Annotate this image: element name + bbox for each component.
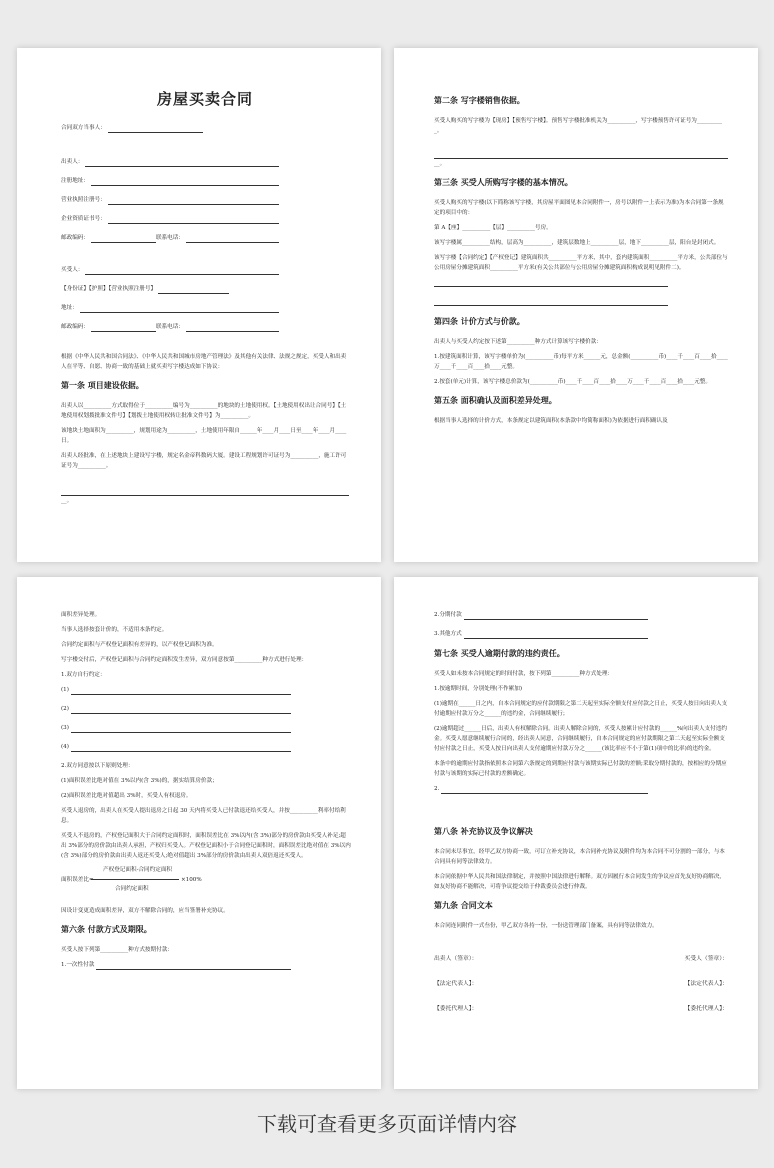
postal-row-2	[61, 322, 349, 332]
page3-p8: (2)面积误差比绝对值超出 3%时，买受人有权退房。	[61, 793, 192, 799]
item-row-1	[61, 685, 351, 695]
blank-line	[464, 638, 648, 639]
page4-p3: 买受人如未按本合同规定的时间付款，按下列第__________种方式处理：	[434, 671, 614, 677]
article-3-heading: 第三条 买受人所购写字楼的基本情况。	[434, 178, 573, 187]
article-4-p1: 出卖人与买受人约定按下述第__________种方式计算该写字楼价款：	[434, 339, 602, 345]
page3-p2: 当事人选择按套计价的，不适用本条约定。	[61, 627, 168, 633]
blank-line	[158, 293, 229, 294]
article-3-p4: 该写字楼【合同约定】【产权登记】建筑面积共__________平方米，其中，套内建筑面积__________平方米，公共部位与公用房屋分摊建筑面积__________平方米(有关公共部位与公用房屋分摊建筑面积构成说明见附件二)。	[434, 255, 728, 271]
blank-line	[91, 185, 279, 186]
seller-row	[61, 157, 349, 167]
document-page-2	[394, 48, 758, 562]
blank-line	[108, 223, 279, 224]
article-3-p2: 第 A【座】__________【层】__________号房。	[434, 225, 552, 231]
license-row	[61, 195, 349, 205]
blank-line	[186, 331, 279, 332]
page4-p5: (1)逾期在______日之内，自本合同规定的应付款期限之第二天起至实际全额支付应付款之日止，买受人按日向出卖人支付逾期应付款万分之______的违约金，合同继续履行；	[434, 701, 728, 717]
item-row-4	[61, 742, 351, 752]
blank-line	[85, 166, 279, 167]
one-time-pay-label: 1.一次性付款	[61, 962, 95, 968]
blank-line	[434, 297, 668, 306]
article-1-end: __。	[61, 498, 73, 504]
formula-label: 面积误差比=	[61, 877, 94, 883]
other-method-row	[434, 629, 728, 639]
blank-line	[434, 278, 668, 287]
postal-label: 邮政编码：	[61, 235, 89, 241]
seller-label: 出卖人：	[61, 159, 84, 165]
article-6-heading: 第六条 付款方式及期限。	[61, 925, 152, 934]
item-2-row	[434, 784, 728, 794]
item-label: (1)	[61, 687, 69, 693]
parties-label: 合同双方当事人：	[61, 125, 106, 131]
intro-paragraph: 根据《中华人民共和国合同法》、《中华人民共和国城市房地产管理法》及其他有关法律、法规之规定，买受人和出卖人在平等、自愿、协商一致的基础上就买卖写字楼达成如下协议：	[61, 354, 347, 370]
parties-row	[61, 123, 349, 133]
blank-line	[108, 204, 279, 205]
buyer-agent-label: 【委托代理人】：	[684, 1006, 728, 1012]
reg-addr-label: 注册地址：	[61, 178, 89, 184]
seller-signature-label: 出卖人（签章）：	[434, 956, 478, 962]
postal-row	[61, 233, 349, 243]
blank-line	[434, 150, 728, 159]
document-page-1	[17, 48, 381, 562]
article-5-p1: 根据当事人选择的计价方式，本条规定以建筑面积(本条款中均简称面积)为依据进行面积确认及	[434, 418, 668, 424]
item-label: (4)	[61, 744, 69, 750]
blank-line	[91, 242, 156, 243]
blank-line	[61, 487, 349, 496]
buyer-legal-rep-label: 【法定代表人】：	[684, 981, 728, 987]
item-label: (2)	[61, 706, 69, 712]
formula-multiplier: ×100%	[181, 877, 202, 883]
article-1-p2: 该地块土地面积为__________，规划用途为__________，土地使用年限自______年____月____日至____年____月____日。	[61, 428, 347, 444]
seller-legal-rep-label: 【法定代表人】：	[434, 981, 478, 987]
contact-label: 联系电话：	[155, 235, 184, 241]
article-2-p1: 买受人购买的写字楼为【现房】【预售写字楼】。预售写字楼批准机关为__________，写字楼预售许可证号为__________。	[434, 118, 723, 134]
address-label: 地址：	[61, 305, 78, 311]
installment-label: 2.分期付款	[434, 612, 462, 618]
page4-p7: 本条中的逾期应付款指依照本合同第六条规定的到期应付款与该期实际已付款的差额;采取分期付款的，按相应的分期应付款与该期的实际已付款的差额确定。	[434, 761, 727, 777]
blank-line	[71, 694, 291, 695]
id-row	[61, 284, 349, 294]
article-1-p3: 出卖人经批准，在上述地块上建设写字楼，规定名金帝科数码大厦。建设工程规划许可证号为__________，施工许可证号为__________。	[61, 453, 347, 469]
page3-p12: 买受人按下列第__________种方式按期付款：	[61, 947, 173, 953]
page3-p10: 买受人不退房的，产权登记面积大于合同约定面积时，面积误差比在 3%以内(含 3%)部分的房价款由买受人补足;超出 3%部分的房价款由出卖人承担，产权归买受人。产权登记面积小于合同登记面积时，面积误差比绝对值在 3%以内(含 3%)部分的房价款由出卖人返还买受人;绝对值超出 3%部分的房价款由出卖人双倍返还买受人。	[61, 833, 351, 859]
article-3-p3: 该写字楼属__________结构，层高为__________，建筑层数地上__________层，地下__________层，阳台是封闭式。	[434, 240, 720, 246]
one-time-pay-row	[61, 960, 351, 970]
contact-label: 联系电话：	[155, 324, 184, 330]
page3-p9: 买受人退房的，出卖人在买受人提出退房之日起 30 天内将买受人已付款退还给买受人，并按__________利率付给利息。	[61, 808, 346, 824]
item-label: (3)	[61, 725, 69, 731]
item-2-label: 2.	[434, 786, 440, 792]
document-page-3	[17, 577, 381, 1089]
blank-line	[96, 969, 291, 970]
document-page-4	[394, 577, 758, 1089]
article-9-heading: 第九条 合同文本	[434, 901, 493, 910]
buyer-label: 买受人：	[61, 267, 84, 273]
blank-line	[85, 274, 279, 275]
page3-p5: 1.双方自行约定：	[61, 672, 106, 678]
qual-label: 企业资质证书号：	[61, 216, 106, 222]
signature-row-3	[434, 1003, 728, 1012]
article-1-heading: 第一条 项目建设依据。	[61, 381, 144, 390]
page3-p7: (1)面积误差比绝对值在 3%以内(含 3%)的，据实结算房价款；	[61, 778, 218, 784]
qual-row	[61, 214, 349, 224]
page4-p4: 1.按逾期时间，分别处理(不作累加)	[434, 686, 523, 692]
blank-line	[464, 619, 648, 620]
buyer-row	[61, 265, 349, 275]
page3-p1: 面积差异处理。	[61, 612, 101, 618]
formula-fraction-bar	[91, 879, 179, 880]
download-more-caption: 下载可查看更多页面详情内容	[257, 1112, 517, 1136]
license-label: 营业执照注册号：	[61, 197, 106, 203]
area-error-formula	[61, 866, 351, 896]
blank-line	[91, 331, 156, 332]
blank-line	[71, 751, 291, 752]
formula-numerator: 产权登记面积-合同约定面积	[103, 867, 173, 873]
item-row-2	[61, 704, 351, 714]
page4-p10: 本合同依据中华人民共和国法律制定，并按照中国法律进行解释。双方因履行本合同发生的争议应首先友好协商解决，如友好协商不能解决，可将争议提交给于仲裁委员会进行仲裁。	[434, 874, 725, 890]
article-2-end: __。	[434, 161, 446, 167]
id-types-label: 【身份证】【护照】【营业执照注册号】	[61, 286, 157, 292]
article-4-heading: 第四条 计价方式与价款。	[434, 317, 525, 326]
blank-line	[80, 312, 279, 313]
blank-line	[186, 242, 279, 243]
article-2-heading: 第二条 写字楼销售依据。	[434, 96, 525, 105]
other-method-label: 3.其他方式	[434, 631, 462, 637]
page3-p4: 写字楼交付后，产权登记面积与合同约定面积发生差异，双方同意按第__________种方式进行处理：	[61, 657, 308, 663]
article-5-heading: 第五条 面积确认及面积差异处理。	[434, 396, 557, 405]
signature-row-1	[434, 953, 728, 962]
page4-p9: 本合同未尽事宜，经甲乙双方协商一致，可订立补充协议，本合同补充协议及附件均为本合同不可分割的一部分，与本合同具有同等法律效力。	[434, 849, 725, 865]
article-1-p1: 出卖人以__________方式取得位于__________编号为__________的地块的土地使用权。【土地使用权出让合同号】【土地使用权划拨批准文件号】【划拨土地使用权转让批准文件号】为__________。	[61, 403, 347, 419]
buyer-signature-label: 买受人（签章）：	[684, 956, 728, 962]
blank-line	[108, 132, 203, 133]
reg-addr-row	[61, 176, 349, 186]
blank-line	[71, 732, 291, 733]
installment-row	[434, 610, 728, 620]
article-7-heading: 第七条 买受人逾期付款的违约责任。	[434, 649, 565, 658]
article-4-p3: 2.按套(单元)计算，该写字楼总价款为(__________币)____千____百____拾____万____千____百____拾____元整。	[434, 379, 711, 385]
blank-line	[71, 713, 291, 714]
page3-p6: 2.双方同意按以下原则处理：	[61, 763, 134, 769]
page3-p11: 因设计变更造成面积差异，双方不解除合同的，应当签署补充协议。	[61, 908, 229, 914]
article-4-p2: 1.按建筑面积计算，该写字楼单价为(__________币)每平方米______元，总金额(__________币)____千____百____拾____万____千____百____拾____元整。	[434, 354, 728, 370]
page4-p11: 本合同连同附件一式叁份，甲乙双方各持一份，一份送管理部门备案，具有同等法律效力。	[434, 923, 658, 929]
signature-row-2	[434, 978, 728, 987]
article-8-heading: 第八条 补充协议及争议解决	[434, 827, 533, 836]
formula-denominator: 合同约定面积	[115, 886, 149, 892]
article-3-p1: 买受人购买的写字楼(以下简称该写字楼，其房屋平面图见本合同附件一，房号以附件一上表示为准)为本合同第一条规定的项目中的：	[434, 200, 724, 216]
postal-label: 邮政编码：	[61, 324, 89, 330]
item-row-3	[61, 723, 351, 733]
seller-agent-label: 【委托代理人】：	[434, 1006, 478, 1012]
page3-p3: 合同约定面积与产权登记面积有差异的，以产权登记面积为准。	[61, 642, 218, 648]
address-row	[61, 303, 349, 313]
page4-p6: (2)逾期超过______日后，出卖人有权解除合同。出卖人解除合同的，买受人按累计应付款的______%向出卖人支付违约金。买受人愿意继续履行合同的，经出卖人同意，合同继续履行，自本合同规定的应付款期限之第二天起至实际全额支付应付款之日止，买受人按日向出卖人支付逾期应付款万分之______(该比率应不小于第(1)项中的比率)的违约金。	[434, 726, 727, 752]
contract-title: 房屋买卖合同	[156, 90, 253, 108]
blank-line	[441, 793, 648, 794]
